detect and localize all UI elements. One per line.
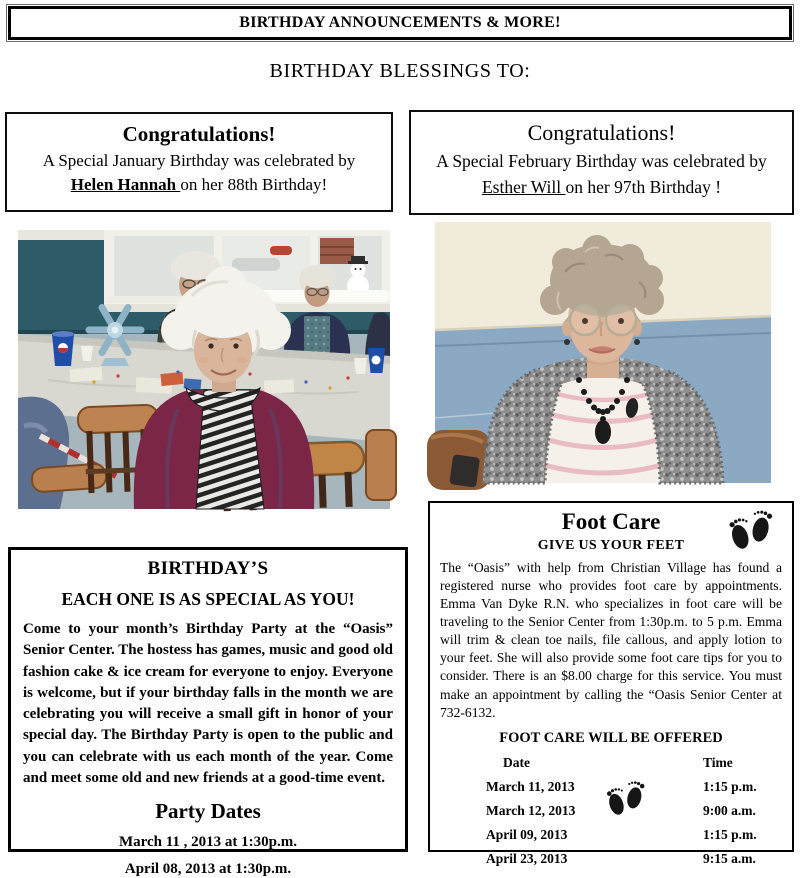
blessings-heading: BIRTHDAY BLESSINGS TO: (269, 60, 531, 82)
party-date-2: April 08, 2013 at 1:30p.m. (124, 861, 292, 878)
schedule-time: 9:00 a.m. (703, 802, 756, 818)
schedule-time: 1:15 p.m. (703, 778, 757, 794)
congrats-line1: A Special January Birthday was celebrated by (42, 151, 356, 170)
schedule-header-row (440, 755, 782, 771)
schedule-date: April 09, 2013 (486, 826, 568, 842)
footprints-icon (724, 509, 776, 555)
congrats-line1: A Special February Birthday was celebrated by (436, 151, 767, 171)
celebrant-name: Esther Will (481, 177, 566, 197)
january-birthday-photo (18, 230, 390, 509)
foot-care-body-text: The “Oasis” with help from Christian Village has found a registered nurse who provides foot care by appointments. Emma Van Dyke R.N. who specializes in foot care will be traveling to the Senior Center from 1:30p.m. to 5 p.m. Emma will trim & clean toe nails, file callous, and apply lotion to your feet. She will also provide some foot care tips for you to consider. There is an $8.00 charge for this service. You must make an appointment by calling the “Oasis Senior Center at 732-6132. (440, 560, 782, 720)
party-dates-title: Party Dates (155, 799, 261, 824)
congrats-january-box (5, 112, 393, 212)
schedule-row (440, 851, 782, 867)
foot-care-title: Foot Care (561, 509, 661, 534)
schedule-title: FOOT CARE WILL BE OFFERED (499, 729, 723, 746)
congrats-february-box (409, 110, 794, 215)
schedule-time: 9:15 a.m. (703, 850, 756, 866)
congrats-line2-rest: on her 97th Birthday ! (565, 177, 722, 197)
birthday-box (8, 547, 408, 878)
congrats-line2 (7, 175, 391, 195)
february-birthday-photo (435, 222, 771, 483)
congrats-line2 (411, 177, 792, 198)
birthday-title: BIRTHDAY’S (147, 558, 269, 579)
congrats-title: Congratulations! (122, 122, 276, 146)
schedule-time: 1:15 p.m. (703, 826, 757, 842)
time-column-header: Time (703, 754, 733, 770)
birthday-subtitle: EACH ONE IS AS SPECIAL AS YOU! (61, 589, 355, 609)
foot-care-subtitle: GIVE US YOUR FEET (537, 538, 685, 553)
schedule-date: March 11, 2013 (486, 778, 575, 794)
congrats-line2-rest: on her 88th Birthday! (180, 175, 328, 194)
party-date-1: March 11 , 2013 at 1:30p.m. (118, 834, 298, 851)
page-title: BIRTHDAY ANNOUNCEMENTS & MORE! (239, 14, 561, 31)
banner-box (8, 6, 792, 40)
schedule-date: March 12, 2013 (486, 802, 576, 818)
footprints-icon (602, 780, 648, 820)
schedule-date: April 23, 2013 (486, 850, 568, 866)
schedule-row (440, 827, 782, 843)
celebrant-name: Helen Hannah (70, 175, 181, 194)
birthday-body-text: Come to your month’s Birthday Party at the “Oasis” Senior Center. The hostess has games, music and good old fashion cake & ice cream for everyone to enjoy. Everyone is welcome, but if your birthday falls in the month we are celebrating you will receive a small gift in honor of your special day. The Birthday Party is open to the public and you can celebrate with us each month of the year. Come and meet some old and new friends at a good-time event. (23, 621, 393, 787)
foot-care-box (428, 501, 794, 866)
congrats-title: Congratulations! (527, 120, 676, 145)
date-column-header: Date (503, 754, 530, 770)
